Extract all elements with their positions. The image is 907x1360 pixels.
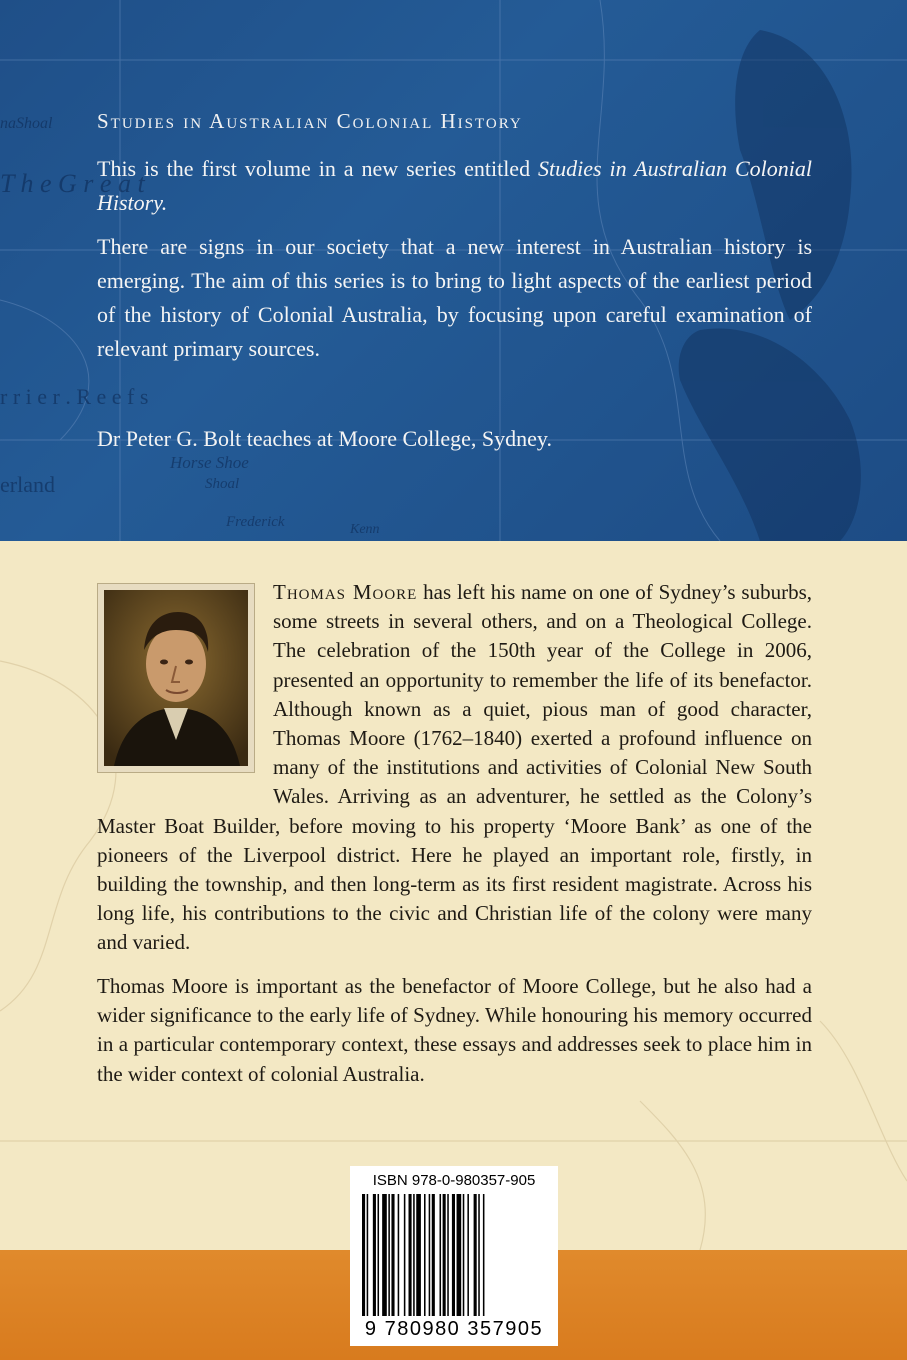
map-label-horse-shoe: Horse Shoe bbox=[170, 453, 249, 472]
series-description: There are signs in our society that a new interest in Australian history is emerging. The aim of this series is to bring to light aspects of the earliest period of the history of Colonial Australia, by focusing upon careful examination of relevant primary sources. bbox=[97, 234, 812, 361]
barcode-bar bbox=[378, 1194, 380, 1316]
barcode-bar bbox=[373, 1194, 376, 1316]
map-label-shoal2: Shoal bbox=[205, 476, 240, 492]
barcode-bar bbox=[398, 1194, 400, 1316]
barcode-bar bbox=[432, 1194, 435, 1316]
map-label-kenn: Kenn bbox=[350, 522, 380, 537]
biography-paragraph-2: Thomas Moore is important as the benefactor of Moore College, but he also had a wider significance to the early life of Sydney. While honouring his memory occurred in a particular contemporary context, these essays and addresses seek to place him in the wider context of colonial Australia. bbox=[97, 974, 812, 1086]
barcode-bar bbox=[409, 1194, 412, 1316]
map-label-barrier-reefs: r r i e r . R e e f s bbox=[0, 384, 149, 409]
portrait-spacer bbox=[97, 578, 273, 784]
barcode-bar bbox=[483, 1194, 485, 1316]
barcode-bar bbox=[443, 1194, 446, 1316]
barcode-bar bbox=[424, 1194, 426, 1316]
barcode-bars bbox=[358, 1194, 550, 1320]
bio-paragraph-1-text: has left his name on one of Sydney’s suburbs, some streets in several others, and on a Theological College. The celebration of the 150th year of the College in 2006, presented an opportunity to remember the life of its benefactor. Although known as a quiet, pious man of good character, Thomas Moore (1762–1840) exerted a profound influence on many of the institutions and activities of Colonial New South Wales. Arriving as an adventurer, he settled as the Colony’s Master Boat Builder, before moving to his property ‘Moore Bank’ as one of the pioneers of the Liverpool district. Here he played an important role, firstly, in building the township, and then long-term as its first resident magistrate. Across his long life, his contributions to the civic and Christian life of the colony were many and varied. bbox=[97, 580, 812, 955]
barcode-bar bbox=[474, 1194, 477, 1316]
barcode-bar bbox=[463, 1194, 465, 1316]
series-title: Studies in Australian Colonial History bbox=[97, 109, 523, 133]
barcode-bar bbox=[416, 1194, 421, 1316]
barcode-bar bbox=[478, 1194, 480, 1316]
barcode-bar bbox=[391, 1194, 394, 1316]
series-intro-text: This is the first volume in a new series entitled bbox=[97, 156, 539, 181]
series-intro-italic: Studies in Australian Colonial History. bbox=[97, 156, 812, 215]
barcode-bar bbox=[440, 1194, 442, 1316]
author-note: Dr Peter G. Bolt teaches at Moore College, Sydney. bbox=[97, 426, 552, 451]
barcode-bar bbox=[413, 1194, 415, 1316]
barcode-bar bbox=[382, 1194, 387, 1316]
map-label-frederick: Frederick bbox=[226, 514, 285, 530]
map-label-the-great: T h e G r e a t bbox=[0, 169, 145, 198]
biography-paragraph-1 bbox=[97, 578, 812, 958]
isbn-label: ISBN 978-0-980357-905 bbox=[372, 1172, 536, 1189]
barcode-bar bbox=[447, 1194, 449, 1316]
barcode-bar bbox=[388, 1194, 390, 1316]
barcode-bar bbox=[404, 1194, 406, 1316]
map-label-shoal: naShoal bbox=[0, 115, 53, 132]
ean-number: 9 780980 357905 bbox=[364, 1318, 544, 1340]
barcode-bar bbox=[457, 1194, 462, 1316]
bio-name-caps: Thomas Moore bbox=[273, 580, 418, 604]
barcode-bar bbox=[467, 1194, 469, 1316]
barcode-bar bbox=[362, 1194, 365, 1316]
barcode-bar bbox=[452, 1194, 455, 1316]
series-intro bbox=[97, 152, 812, 220]
barcode-box bbox=[350, 1166, 558, 1346]
barcode-bar bbox=[429, 1194, 431, 1316]
map-label-rland: erland bbox=[0, 472, 55, 497]
barcode-bar bbox=[367, 1194, 369, 1316]
